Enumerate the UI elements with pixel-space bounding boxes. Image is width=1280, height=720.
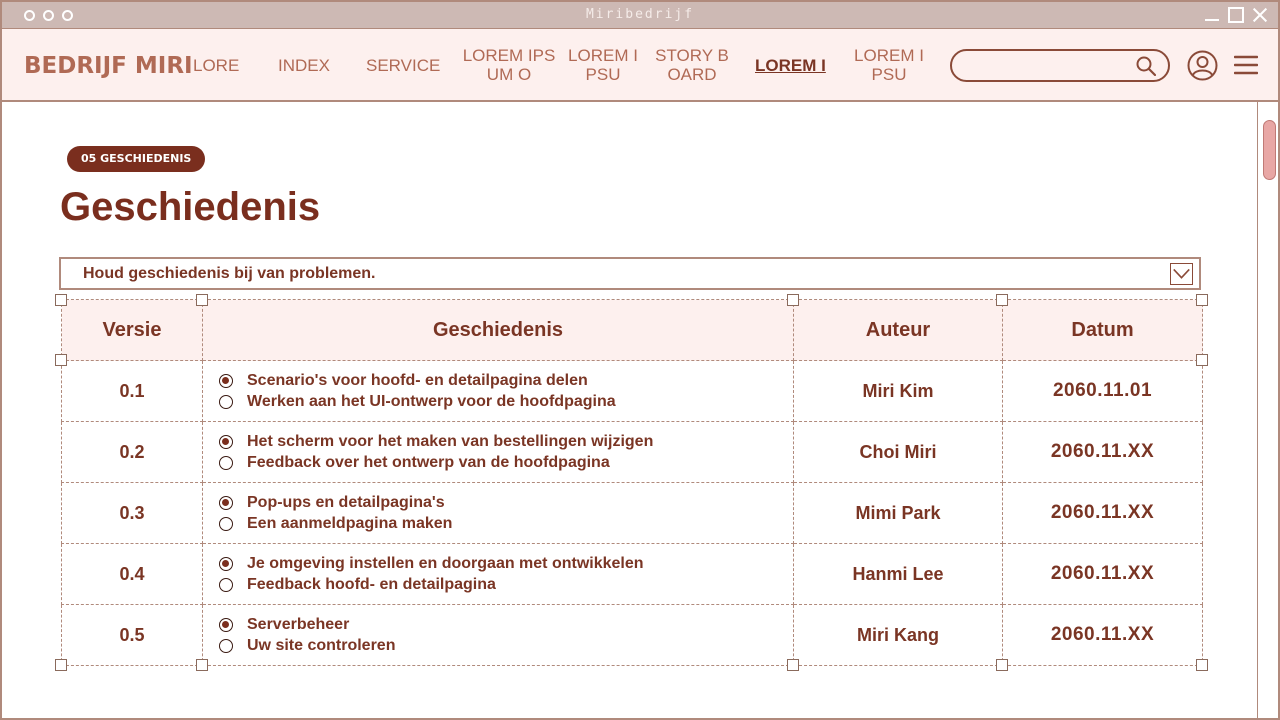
column-header-author: Auteur — [794, 300, 1003, 361]
history-item-text: Pop-ups en detailpagina's — [247, 493, 445, 511]
section-badge: 05 GESCHIEDENIS — [67, 146, 205, 172]
window-controls — [1204, 7, 1268, 23]
history-item[interactable] — [219, 431, 793, 452]
history-table — [61, 299, 1203, 666]
history-item[interactable] — [219, 574, 793, 595]
table-row[interactable] — [62, 483, 1203, 544]
hamburger-menu-icon[interactable] — [1234, 54, 1258, 76]
resize-handle[interactable] — [1196, 354, 1208, 366]
nav-item-label: UM O — [486, 65, 532, 84]
history-item[interactable] — [219, 391, 793, 412]
history-item-text: Een aanmeldpagina maken — [247, 514, 453, 532]
radio-button[interactable] — [219, 395, 233, 409]
author-cell: Mimi Park — [794, 483, 1003, 544]
nav-item-label: LOREM I — [854, 46, 924, 65]
date-cell: 2060.11.01 — [1003, 361, 1203, 422]
version-cell: 0.3 — [62, 483, 203, 544]
resize-handle[interactable] — [1196, 659, 1208, 671]
resize-handle[interactable] — [787, 659, 799, 671]
date-cell: 2060.11.XX — [1003, 544, 1203, 605]
history-item-text: Feedback over het ontwerp van de hoofdpagina — [247, 453, 610, 471]
resize-handle[interactable] — [996, 294, 1008, 306]
dropdown-selected-value: Houd geschiedenis bij van problemen. — [83, 265, 376, 282]
resize-handle[interactable] — [1196, 294, 1208, 306]
nav-item-label: LOREM I — [755, 56, 826, 75]
nav-item-lorem-ipsum[interactable] — [462, 46, 556, 84]
radio-button[interactable] — [219, 517, 233, 531]
nav-item-label: PSU — [585, 65, 621, 84]
version-cell: 0.1 — [62, 361, 203, 422]
header-nav — [2, 29, 1278, 102]
table-row[interactable] — [62, 422, 1203, 483]
chevron-down-icon — [1171, 264, 1192, 284]
author-cell: Miri Kang — [794, 605, 1003, 666]
author-cell: Hanmi Lee — [794, 544, 1003, 605]
version-cell: 0.2 — [62, 422, 203, 483]
history-item-text: Scenario's voor hoofd- en detailpagina delen — [247, 371, 588, 389]
history-dropdown[interactable] — [59, 257, 1201, 290]
resize-handle[interactable] — [196, 659, 208, 671]
resize-handle[interactable] — [55, 294, 67, 306]
history-item[interactable] — [219, 553, 793, 574]
table-row[interactable] — [62, 361, 1203, 422]
history-item-text: Serverbeheer — [247, 615, 350, 633]
maximize-icon[interactable] — [1228, 7, 1244, 23]
nav-item-lorem-ipsu[interactable] — [567, 46, 639, 84]
nav-item-index[interactable] — [278, 56, 330, 75]
date-cell: 2060.11.XX — [1003, 483, 1203, 544]
history-item-text: Feedback hoofd- en detailpagina — [247, 575, 496, 593]
nav-item-service[interactable] — [366, 56, 440, 75]
nav-item-label: STORY B — [655, 46, 729, 65]
date-cell: 2060.11.XX — [1003, 422, 1203, 483]
radio-button[interactable] — [219, 557, 233, 571]
nav-item-label: LOREM IPS — [462, 46, 556, 65]
search-input[interactable] — [950, 49, 1170, 82]
radio-button[interactable] — [219, 456, 233, 470]
title-bar — [2, 2, 1278, 29]
table-row[interactable] — [62, 544, 1203, 605]
column-header-date: Datum — [1003, 300, 1203, 361]
close-icon[interactable] — [1252, 7, 1268, 23]
author-cell: Choi Miri — [794, 422, 1003, 483]
history-item-text: Werken aan het UI-ontwerp voor de hoofdpagina — [247, 392, 616, 410]
nav-item-label: INDEX — [278, 56, 330, 75]
history-item[interactable] — [219, 452, 793, 473]
nav-item-label: OARD — [667, 65, 717, 84]
history-table-container — [61, 299, 1202, 665]
table-row[interactable] — [62, 605, 1203, 666]
radio-button[interactable] — [219, 435, 233, 449]
brand-logo[interactable]: BEDRIJF MIRI — [24, 53, 193, 79]
history-cell — [203, 422, 794, 483]
nav-item-lore[interactable] — [193, 56, 239, 75]
radio-button[interactable] — [219, 496, 233, 510]
history-cell — [203, 361, 794, 422]
resize-handle[interactable] — [55, 354, 67, 366]
version-cell: 0.5 — [62, 605, 203, 666]
history-cell — [203, 544, 794, 605]
nav-item-lorem-active[interactable] — [755, 56, 826, 75]
column-header-version: Versie — [62, 300, 203, 361]
version-cell: 0.4 — [62, 544, 203, 605]
nav-item-storyboard[interactable] — [653, 46, 731, 84]
history-item[interactable] — [219, 614, 793, 635]
history-item-text: Het scherm voor het maken van bestellingen wijzigen — [247, 432, 654, 450]
search-icon[interactable] — [1136, 56, 1156, 76]
nav-item-lorem-ipsu-2[interactable] — [853, 46, 925, 84]
scrollbar-thumb[interactable] — [1263, 120, 1276, 180]
history-cell — [203, 605, 794, 666]
column-header-history: Geschiedenis — [203, 300, 794, 361]
resize-handle[interactable] — [996, 659, 1008, 671]
resize-handle[interactable] — [55, 659, 67, 671]
vertical-scrollbar[interactable] — [1257, 102, 1280, 720]
table-header-row — [62, 300, 1203, 361]
author-cell: Miri Kim — [794, 361, 1003, 422]
radio-button[interactable] — [219, 639, 233, 653]
date-cell: 2060.11.XX — [1003, 605, 1203, 666]
resize-handle[interactable] — [787, 294, 799, 306]
history-item[interactable] — [219, 370, 793, 391]
history-cell — [203, 483, 794, 544]
resize-handle[interactable] — [196, 294, 208, 306]
minimize-icon[interactable] — [1204, 7, 1220, 23]
dropdown-toggle-button[interactable] — [1170, 263, 1193, 285]
history-item-text: Je omgeving instellen en doorgaan met ontwikkelen — [247, 554, 644, 572]
history-item-text: Uw site controleren — [247, 636, 396, 654]
user-icon[interactable] — [1187, 50, 1218, 81]
nav-item-label: PSU — [871, 65, 907, 84]
page-title: Geschiedenis — [60, 185, 321, 229]
window-title: Miribedrijf — [585, 7, 695, 22]
history-item[interactable] — [219, 492, 793, 513]
history-item[interactable] — [219, 635, 793, 656]
radio-button[interactable] — [219, 578, 233, 592]
nav-item-label: LORE — [193, 56, 240, 75]
nav-item-label: LOREM I — [568, 46, 638, 65]
radio-button[interactable] — [219, 618, 233, 632]
nav-item-label: SERVICE — [366, 56, 441, 75]
radio-button[interactable] — [219, 374, 233, 388]
history-item[interactable] — [219, 513, 793, 534]
